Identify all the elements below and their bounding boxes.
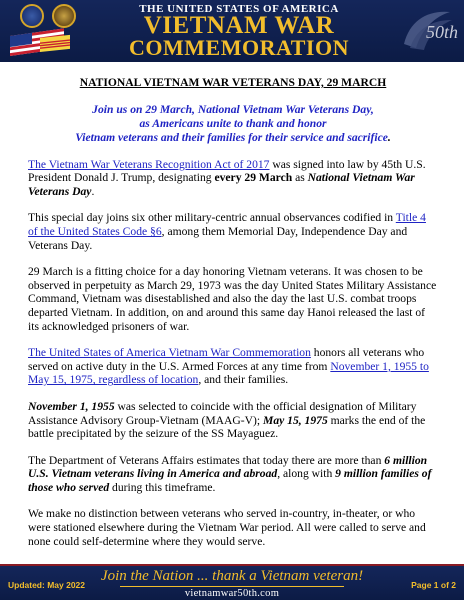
updated-date: Updated: May 2022	[8, 580, 85, 590]
intro-line-1: Join us on 29 March, National Vietnam War Veterans Day,	[92, 102, 374, 116]
bold-italic-text: 6 million U.S. Vietnam veterans living in America and abroad	[28, 453, 428, 481]
dod-seal-icon	[20, 4, 44, 28]
header-line-2: VIETNAM WAR	[143, 12, 335, 39]
intro-line-2: as Americans unite to thank and honor	[139, 116, 327, 130]
text-span: This special day joins six other military-centric annual observances codified in	[28, 211, 396, 225]
us-code-link[interactable]: Title 4 of the United States Code §6	[28, 211, 426, 238]
paragraph-va-estimates	[28, 454, 438, 495]
fiftieth-emblem-icon	[396, 4, 458, 54]
header-line-1: THE UNITED STATES OF AMERICA	[139, 3, 339, 15]
paragraph-dates	[28, 400, 438, 441]
commemoration-seal-icon	[52, 4, 76, 28]
header-line-3: COMMEMORATION	[129, 35, 349, 60]
text-span: , and their families.	[198, 373, 289, 387]
bold-text: every 29 March	[214, 171, 293, 185]
text-span: was signed into law by 45th U.S. President Donald J. Trump, designating	[28, 157, 426, 185]
header-banner	[0, 0, 464, 62]
text-span: .	[91, 184, 95, 198]
recognition-act-link[interactable]: The Vietnam War Veterans Recognition Act of 2017	[28, 157, 270, 171]
document-body	[28, 70, 438, 548]
bold-italic-text: 9 million families of those who served	[28, 467, 432, 494]
text-span: The Department of Veterans Affairs estimates that today there are more than	[28, 453, 385, 467]
us-flag-icon	[10, 28, 72, 56]
text-span: , among them Memorial Day, Independence Day and Veterans Day.	[28, 224, 408, 252]
bold-italic-text: May 15, 1975	[263, 413, 328, 427]
footer-website-link[interactable]: vietnamwar50th.com	[184, 588, 280, 599]
page-title: NATIONAL VIETNAM WAR VETERANS DAY, 29 MARCH	[79, 76, 387, 89]
bold-italic-text: November 1, 1955	[28, 399, 115, 413]
intro-line-3-text: Vietnam veterans and their families for their service and sacrifice	[75, 130, 388, 144]
emblem-text: 50th	[426, 22, 458, 42]
text-span: , along with	[277, 467, 336, 481]
paragraph-march-29: 29 March is a fitting choice for a day honoring Vietnam veterans. It was chosen to be observed in perpetuity as March 29, 1973 was the day United States Military Assistance Command, Vietnam was disestablished and also the day the last U.S. combat troops departed Vietnam. In addition, on and around this same day Hanoi released the last of its acknowledged prisoners of war.	[28, 265, 437, 333]
date-range-link[interactable]: November 1, 1955 to May 15, 1975, regardless of location	[28, 359, 429, 387]
footer-banner	[0, 564, 464, 600]
commemoration-link[interactable]: The United States of America Vietnam War Commemoration	[28, 346, 311, 360]
bold-italic-text: National Vietnam War Veterans Day	[28, 171, 415, 198]
seal-group	[6, 4, 102, 58]
text-span: honors all veterans who served on active duty in the U.S. Armed Forces at any time from	[28, 346, 425, 373]
intro-callout	[28, 103, 438, 145]
paragraph-commemoration	[28, 346, 438, 387]
footer-divider	[120, 586, 344, 587]
intro-line-3-period: .	[387, 130, 391, 144]
paragraph-recognition-act	[28, 158, 438, 199]
text-span: during this timeframe.	[109, 480, 216, 494]
text-span: as	[292, 171, 308, 185]
footer-tagline: Join the Nation ... thank a Vietnam veteran!	[100, 568, 364, 584]
text-span: was selected to coincide with the official designation of Military Assistance Advisory Group-Vietnam (MAAG-V);	[28, 399, 417, 427]
paragraph-us-code	[28, 211, 438, 252]
text-span: marks the end of the battle precipitated by the seizure of the SS Mayaguez.	[28, 413, 426, 441]
page-number: Page 1 of 2	[411, 580, 456, 590]
intro-line-3	[28, 131, 438, 145]
paragraph-no-distinction: We make no distinction between veterans who served in-country, in-theater, or who were stationed elsewhere during the Vietnam War period. All were called to serve and none could self-determine where they would serve.	[28, 507, 426, 548]
